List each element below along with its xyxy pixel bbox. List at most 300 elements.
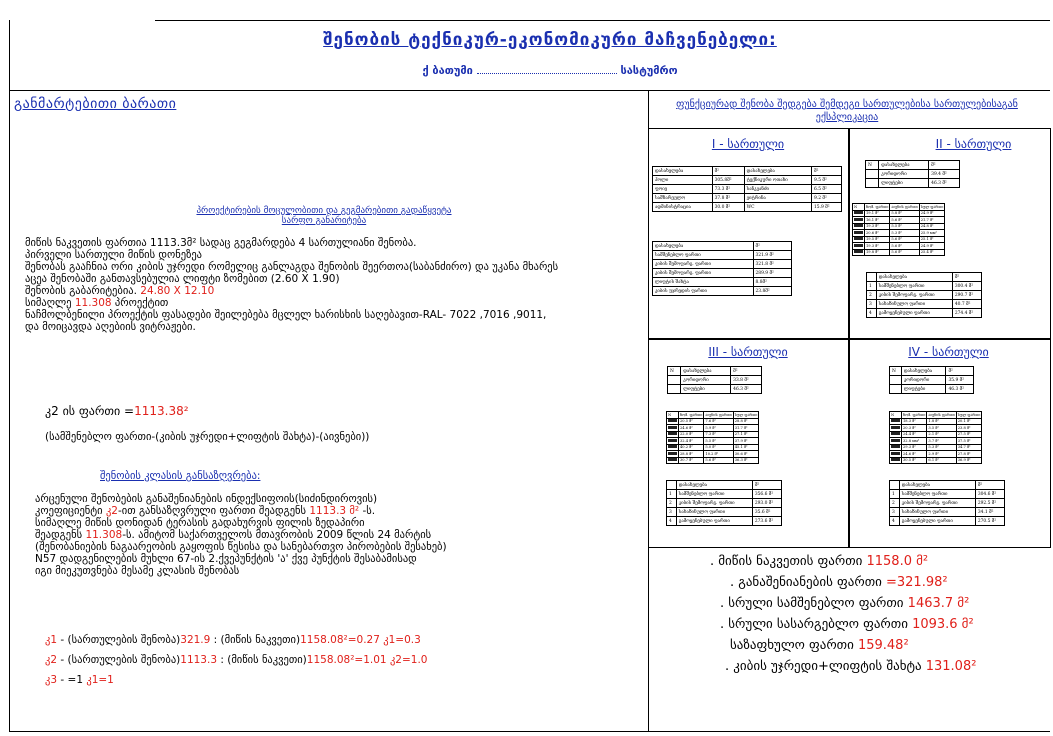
table-cell: კორიდორი [901, 376, 946, 385]
floor3-common-table [667, 366, 762, 394]
table-cell [866, 179, 879, 188]
functional-title-line2: ექსპლიკაცია [815, 112, 879, 123]
table-row [653, 167, 842, 176]
table-cell: 305.8მ² [712, 176, 744, 185]
table-row [866, 170, 960, 179]
table-row [867, 300, 982, 309]
table-row [668, 376, 762, 385]
table-cell: 2.1 მ² [927, 431, 956, 438]
table-row [890, 457, 982, 464]
floor4-summary-table [889, 480, 1005, 526]
table-cell: კიბის შემოფარგ. ფართი [899, 499, 975, 508]
table-cell: 293.0 მ² [752, 499, 781, 508]
table-cell [668, 385, 681, 394]
table-cell: დასახელება [681, 367, 731, 376]
table-cell: 46.3 მ² [946, 385, 974, 394]
table-cell: 16.1 მ² [865, 217, 890, 224]
table-row [667, 481, 782, 490]
table-cell: 1 [867, 282, 877, 291]
room-marker-icon [668, 426, 677, 429]
table-cell: ვიტრინა [744, 194, 811, 203]
table-cell: 292.5 მ² [975, 499, 1004, 508]
table-cell: 7.3 მ² [704, 431, 733, 438]
summary-line [700, 551, 1040, 572]
table-cell: 34.7 მ² [956, 444, 982, 451]
table-row [653, 269, 792, 278]
table-row [653, 176, 842, 185]
table-row [653, 260, 792, 269]
room-marker-icon [854, 224, 863, 227]
floor4-title: IV - სართული [908, 345, 989, 359]
project-description [25, 237, 558, 333]
table-cell: ნომ. ფართი [680, 412, 703, 417]
summary-label: . სრული სასარგებლო ფართი [720, 617, 913, 632]
subtitle-start: ქ ბათუმი [422, 64, 473, 77]
table-cell: სამზარეულო [653, 194, 713, 203]
table-cell: კიბის შემოფარგ. ფართი [676, 499, 752, 508]
room-marker-icon [891, 439, 900, 442]
table-cell: 5.8 მ² [890, 210, 919, 217]
description-line [25, 297, 558, 309]
table-row [890, 517, 1005, 526]
table-cell: სამშენებლო ფართი [876, 282, 952, 291]
description-text: აცეა შენობაში განთავსებულია ლიფტი ზომებით (2.60 X 1.90) [25, 273, 340, 285]
table-cell: N [853, 204, 865, 211]
table-cell: 20.3 მ² [902, 425, 927, 432]
class-highlight: კ2 [105, 505, 118, 517]
table-cell: 27.5 მ² [956, 431, 982, 438]
table-cell: გამოყენებული ფართი [676, 517, 752, 526]
table-cell: ლიფტები [681, 385, 731, 394]
table-cell: 19.3 მ² [865, 243, 890, 250]
class-text: კოეფიციენტი [35, 505, 106, 517]
table-cell: 3 [867, 300, 877, 309]
table-cell: სახაზინულო ფართი [676, 508, 752, 517]
table-row [653, 287, 792, 296]
summary-value: 1158.0 მ² [866, 554, 929, 569]
table-cell: 40.7 მ² [952, 300, 981, 309]
table-cell: 5.0 მ² [704, 444, 733, 451]
table-cell: კიბის შემოფარგ. ფართი [653, 260, 754, 269]
table-cell: 321.9 მ² [753, 251, 791, 260]
coefficient-name: კ2 [45, 654, 58, 666]
table-cell: 37.9 მ² [733, 438, 759, 445]
table-cell: 21.7 მ² [919, 217, 945, 224]
description-line [25, 273, 558, 285]
table-row [653, 251, 792, 260]
table-cell: ტექნიკური ოთახი [744, 176, 811, 185]
table-cell: დასახელება [653, 167, 713, 176]
table-cell: 3.7 მ² [927, 438, 956, 445]
description-text: შენობის გაბარიტებია. [25, 285, 141, 297]
summary-value: 159.48² [857, 638, 909, 653]
floor1-title: I - სართული [711, 137, 785, 151]
project-section-title [14, 206, 634, 226]
table-row [653, 194, 842, 203]
table-row [867, 291, 982, 300]
table-cell: 5.3 მ² [890, 230, 919, 237]
table-cell: გამოყენებული ფართი [899, 517, 975, 526]
class-text: იგი მიეკუთვნება მესამე კლასის შენობას [35, 565, 240, 577]
table-cell: 2 [867, 291, 877, 300]
floor3-title: III - სართული [708, 345, 788, 359]
header-divider [9, 90, 1050, 91]
table-cell: N [890, 412, 902, 419]
table-cell: 5.5 მ² [890, 223, 919, 230]
class-line [35, 493, 447, 505]
table-cell: 4 [890, 517, 900, 526]
table-cell: სულ ფართი [920, 204, 944, 209]
table-cell: მ² [975, 481, 1004, 490]
area-summary [700, 551, 1040, 677]
room-marker-icon [891, 458, 900, 461]
table-cell: მ² [712, 167, 744, 176]
table-cell: მ² [752, 481, 781, 490]
summary-label: . მიწის ნაკვეთის ფართი [710, 554, 867, 569]
room-marker-icon [668, 419, 677, 422]
table-cell: 40.2 მ² [679, 444, 704, 451]
table-cell: 39.4 მ² [929, 170, 960, 179]
table-cell [667, 457, 679, 464]
table-cell: 22.0 მ² [679, 431, 704, 438]
floor2-rooms-table [852, 203, 945, 256]
table-cell [668, 376, 681, 385]
coefficient-text: =1 [67, 674, 87, 686]
class-highlight: 11.308 [85, 529, 123, 541]
table-cell: 6.1 მ² [927, 457, 956, 464]
table-cell: დასახელება [676, 481, 752, 490]
table-row [890, 481, 1005, 490]
table-cell: 32.4 მ² [679, 438, 704, 445]
room-marker-icon [854, 231, 863, 234]
table-cell: 5.5 მ² [704, 438, 733, 445]
table-cell: 28.8 მ² [679, 451, 704, 458]
table-cell: ადმინისტრაცია [653, 203, 713, 212]
room-marker-icon [891, 419, 900, 422]
table-cell: ფოიე [653, 185, 713, 194]
table-cell [853, 249, 865, 256]
table-row [890, 385, 974, 394]
table-row [890, 367, 974, 376]
table-cell: 25.4 მ² [919, 249, 945, 256]
table-cell: 27.8 მ² [956, 451, 982, 458]
summary-line [700, 593, 1040, 614]
floor3-summary-table [666, 480, 782, 526]
table-cell: 10.2 მ² [704, 451, 733, 458]
table-cell: 37.8 მ² [712, 194, 744, 203]
table-cell: 5.6 მ² [890, 243, 919, 250]
building-class-text [35, 493, 447, 577]
table-cell: აივნის ფართი [928, 412, 955, 417]
table-cell: დასახელება [899, 481, 975, 490]
table-cell: კორიდორი [879, 170, 929, 179]
table-cell [867, 273, 877, 282]
table-cell: მ² [753, 242, 791, 251]
table-cell: 1 [890, 490, 900, 499]
table-cell: აივნის ფართი [705, 412, 732, 417]
floor1-box [648, 128, 850, 340]
room-marker-icon [891, 452, 900, 455]
table-cell: 24.9 მ² [919, 210, 945, 217]
table-row [867, 282, 982, 291]
table-row [667, 457, 759, 464]
table-row [890, 490, 1005, 499]
summary-value: =321.98² [886, 575, 948, 590]
room-marker-icon [891, 432, 900, 435]
left-border [9, 20, 10, 732]
table-cell: 356.6 მ² [752, 490, 781, 499]
description-text: პროექტით [111, 297, 169, 309]
table-cell: 36.3 მ² [733, 457, 759, 464]
table-cell: 3.5 მ² [927, 425, 956, 432]
floor2-title: II - სართული [935, 137, 1012, 151]
summary-label: . განაშენიანების ფართი [730, 575, 886, 590]
coefficient-value: 1158.08² [306, 654, 355, 666]
class-text: შეადგენს [35, 529, 86, 541]
class-text: N57 დადგენილების მუხლი 67-ის 2.ქვეპუნქტის 'ა' ქვე პუნქტის შესაბამისად [35, 553, 417, 565]
subtitle-end: სასტუმრო [620, 64, 678, 77]
table-cell: 1.8 მ² [927, 418, 956, 425]
bottom-border [9, 731, 1050, 732]
table-cell: 34.1 მ² [975, 508, 1004, 517]
table-row [668, 367, 762, 376]
table-cell: 290.7 მ² [952, 291, 981, 300]
table-cell [890, 457, 902, 464]
room-marker-icon [668, 439, 677, 442]
coefficient-name: კ3 [45, 674, 58, 686]
table-cell: 5.6 მ² [890, 249, 919, 256]
table-cell: 9.2 მ² [812, 194, 842, 203]
table-cell: 5.6 მ² [890, 217, 919, 224]
table-cell: 28.8 მ² [733, 418, 759, 425]
table-cell [890, 481, 900, 490]
description-text: სიმაღლე [25, 297, 75, 309]
table-cell: N [890, 367, 902, 376]
table-cell: კიბის შემოფარგ. ფართი [653, 269, 754, 278]
table-row [653, 203, 842, 212]
functional-title-line1: ფუნქციურად შენობა შედგება შემდეგი სართულებისა სართულებისაგან [676, 99, 1018, 110]
table-cell: 20.5 მ² [679, 418, 704, 425]
table-cell: 30.0 მ² [712, 203, 744, 212]
table-cell: დასახელება [653, 242, 754, 251]
floor4-common-table [889, 366, 974, 394]
document-title: შენობის ტექნიკურ-ეკონომიკური მაჩვენებელი: [323, 30, 777, 50]
summary-line [700, 614, 1040, 635]
top-border [155, 20, 1050, 21]
table-cell: 46.3 მ² [731, 385, 762, 394]
description-line [25, 261, 558, 273]
table-cell: კიბის შემოფარგ. ფართი [876, 291, 952, 300]
table-cell: N [866, 161, 879, 170]
table-cell: 25.1 მ² [919, 236, 945, 243]
table-cell: N [668, 367, 681, 376]
description-text: შენობას გააჩნია ორი კიბის უჯრედი რომელიც განლაგდა შენობის შეერთოა(საბანძირო) და უკანა მხარეს [25, 261, 559, 273]
table-row [667, 490, 782, 499]
table-cell: სანკვანძი [744, 185, 811, 194]
building-class-title: შენობის კლასის განსაზღვრება: [100, 470, 261, 482]
room-marker-icon [854, 237, 863, 240]
table-cell: 270.5 მ² [975, 517, 1004, 526]
room-marker-icon [891, 426, 900, 429]
room-marker-icon [854, 218, 863, 221]
room-marker-icon [854, 244, 863, 247]
floor1-summary-table [652, 241, 792, 296]
coefficient-value: 1113.3 [180, 654, 218, 666]
table-cell: დასახელება [901, 367, 946, 376]
table-cell: 3 [890, 508, 900, 517]
class-text: არცენული შენობების განაშენიანების ინდექსიფოის(სიძინდიროვის) [35, 493, 378, 505]
table-cell: 24.6 მ² [679, 425, 704, 432]
table-cell: 2.9 მ² [927, 451, 956, 458]
table-cell: 4 [667, 517, 677, 526]
table-row [867, 309, 982, 318]
description-text: მიწის ნაკვეთის ფართია 1113.3მ² სადაც გეგმარდება 4 სართულიანი შენობა. [25, 237, 417, 249]
table-cell: 45.1 მ² [733, 444, 759, 451]
coefficient-line [45, 630, 427, 650]
coefficient-result: =0.27 [347, 634, 384, 646]
table-cell: კიბის უჯრედის ფართი [653, 287, 754, 296]
document-subtitle [155, 64, 945, 77]
table-cell: 46.3 მ² [929, 179, 960, 188]
project-title-line2: სარფო განარიტება [281, 216, 367, 226]
coefficients [45, 630, 427, 690]
table-cell: ლიფტები [901, 385, 946, 394]
class-line [35, 517, 447, 529]
summary-line [700, 635, 1040, 656]
table-cell: მ² [946, 367, 974, 376]
table-cell [667, 481, 677, 490]
explanatory-note-title: განმარტებითი ბარათი [14, 96, 177, 112]
table-cell: 24.6 მ² [902, 451, 927, 458]
coefficient-text: : (მიწის ნაკვეთი) [210, 634, 301, 646]
floor2-summary-table [866, 272, 982, 318]
class-text: (შენობანიების ნაგაარეობის გაყოფის წესისა და სანებართვო პირობების შესახებ) [35, 541, 447, 553]
subtitle-obscured [477, 73, 617, 74]
table-cell: სამშენებლო ფართი [899, 490, 975, 499]
table-cell: 273.6 მ² [752, 517, 781, 526]
coefficient-value: 1158.08² [300, 634, 348, 646]
table-cell: ლიფტის შახტა [653, 278, 754, 287]
table-cell: 36.9 მ² [956, 457, 982, 464]
table-row [667, 499, 782, 508]
summary-label: . კიბის უჯრედი+ლიფტის შახტა [725, 659, 926, 674]
table-cell: 19.3 მ² [865, 223, 890, 230]
table-cell: სულ ფართი [734, 412, 758, 417]
table-cell: 23.8 მ² [956, 425, 982, 432]
table-cell: ნომ. ფართი [866, 204, 889, 209]
coefficient-sep: - [57, 674, 68, 686]
summary-value: 1093.6 მ² [912, 617, 974, 632]
class-line [35, 505, 447, 517]
floor3-rooms-table [666, 411, 759, 464]
description-line [25, 237, 558, 249]
table-cell: 5.6 მ² [704, 457, 733, 464]
table-cell: 35.6 მ² [752, 508, 781, 517]
table-cell: სახაზინულო ფართი [899, 508, 975, 517]
room-marker-icon [891, 445, 900, 448]
table-cell: 24.9 მ² [919, 243, 945, 250]
table-cell: კორიდორი [681, 376, 731, 385]
coefficient-sep: - [57, 654, 68, 666]
summary-label: საზაფხულო ფართი [730, 638, 858, 653]
table-cell: 321.8 მ² [753, 260, 791, 269]
description-line [25, 309, 558, 321]
table-cell: 2 [890, 499, 900, 508]
table-cell: 24.4 მ² [902, 431, 927, 438]
description-text: და მოიცავდა აღებიის ვიტრაჟები. [25, 321, 196, 333]
table-cell: N [667, 412, 679, 419]
class-line [35, 565, 447, 577]
table-cell: აივნის ფართი [891, 204, 918, 209]
table-cell: 19.8 მ² [865, 249, 890, 256]
table-cell: სამშენებლო ფართი [653, 251, 754, 260]
table-cell: 27.1 მ² [733, 431, 759, 438]
table-cell: გამოყენებული ფართი [876, 309, 952, 318]
summary-line [700, 572, 1040, 593]
table-cell: 20.1 მ² [956, 418, 982, 425]
table-cell: 274.4 მ² [952, 309, 981, 318]
coefficient-line [45, 670, 427, 690]
description-highlight: 24.80 X 12.10 [140, 285, 215, 297]
table-cell: დასახელება [879, 161, 929, 170]
table-row [867, 273, 982, 282]
table-cell: 9.5 მ² [812, 176, 842, 185]
coefficient-result: კ1=1 [86, 674, 114, 686]
table-cell: 5.3 მ² [927, 444, 956, 451]
table-row [890, 376, 974, 385]
table-row [890, 508, 1005, 517]
table-row [866, 161, 960, 170]
table-cell: 15.9 მ² [812, 203, 842, 212]
description-line [25, 321, 558, 333]
table-cell: 25.9 мм² [919, 230, 945, 237]
table-row [653, 242, 792, 251]
table-row [668, 385, 762, 394]
class-line [35, 553, 447, 565]
table-cell: 304.6 მ² [975, 490, 1004, 499]
floor4-rooms-table [889, 411, 982, 464]
k2-formula: (სამშენებლო ფართი-(კიბის უჯრედი+ლიფტის შახტა)-(აივნები)) [45, 431, 370, 443]
table-cell: ჰოლი [653, 176, 713, 185]
coefficient-name: კ1 [45, 634, 58, 646]
coefficient-text: (სართულების შენობა) [67, 634, 181, 646]
table-cell [890, 376, 902, 385]
room-marker-icon [854, 211, 863, 214]
table-cell: 20.6 მ² [865, 230, 890, 237]
table-cell: 6.5 მ² [812, 185, 842, 194]
table-cell: მ² [812, 167, 842, 176]
table-cell: 32.8 мм² [902, 438, 927, 445]
coefficient-value: 321.9 [180, 634, 211, 646]
description-text: ნაჩმოლბენილი პროექტის ფასადები შეილებება მცლელ ხარისხის საღებავით-RAL- 7022 ,7016 ,9011, [25, 309, 547, 321]
table-cell: მ² [731, 367, 762, 376]
table-cell: 18.3 მ² [902, 418, 927, 425]
table-cell: 1 [667, 490, 677, 499]
coefficient-result: კ2=1.0 [389, 654, 428, 666]
table-cell: 37.5 მ² [956, 438, 982, 445]
coefficient-text: : (მიწის ნაკვეთი) [217, 654, 307, 666]
k2-area-label: კ2 ის ფართი = [45, 404, 135, 418]
summary-value: 131.08² [925, 659, 977, 674]
coefficient-text: (სართულების შენობა) [67, 654, 181, 666]
coefficient-result: =1.01 [354, 654, 390, 666]
table-cell: 8.8მ² [753, 278, 791, 287]
room-marker-icon [668, 445, 677, 448]
table-cell [890, 385, 902, 394]
table-row [653, 278, 792, 287]
class-text: -ს. [359, 505, 376, 517]
table-cell: WC [744, 203, 811, 212]
